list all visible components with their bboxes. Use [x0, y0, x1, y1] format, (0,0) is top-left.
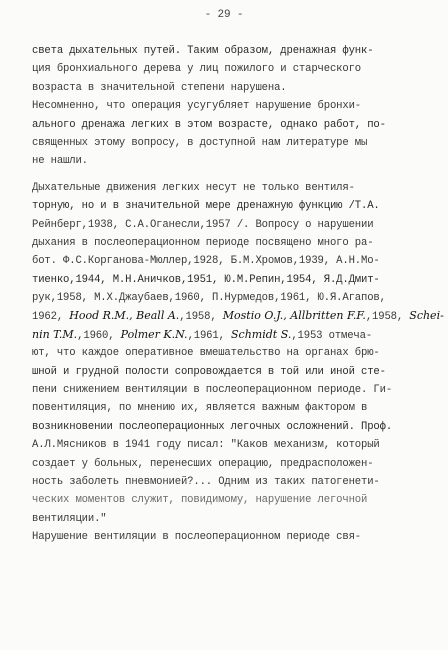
- paragraph-3-tail-line-3: пени снижением вентиляции в послеоперационном периоде. Ги-: [32, 384, 393, 397]
- paragraph-1-line-3: возраста в значительной степени нарушена.: [32, 81, 287, 94]
- handwritten-author-polmer: Polmer K.N.: [120, 327, 188, 341]
- paragraph-2-line-2: ального дренажа легких в этом возрасте, однако работ, по-: [32, 118, 386, 131]
- handwritten-line-2-suffix: ,1953 отмеча-: [291, 329, 373, 342]
- paragraph-3-line-3: Рейнберг,1938, С.А.Оганесли,1957 /. Вопросу о нарушении: [32, 218, 374, 231]
- paragraph-3-line-6: тиенко,1944, М.Н.Аничков,1951, Ю.М.Репин,1954, Я.Д.Дмит-: [32, 273, 380, 286]
- paragraph-3-tail-line-5: возникновении послеоперационных легочных осложнений. Проф.: [32, 420, 393, 433]
- paragraph-3-tail-line-4: повентиляция, по мнению их, является важным фактором в: [32, 402, 368, 415]
- handwritten-line-1-year-a: ,1958,: [179, 311, 223, 324]
- paragraph-3-line-1: Дыхательные движения легких несут не только вентиля-: [32, 181, 355, 194]
- document-body: [32, 42, 444, 547]
- handwritten-line-2-year-a: ,1960,: [77, 329, 121, 342]
- paragraph-1-line-2: ция бронхиального дерева у лиц пожилого и старческого: [32, 63, 361, 76]
- paragraph-2-line-4: не нашли.: [32, 155, 88, 168]
- handwritten-author-mostio-allbritten: Mostio O.J., Allbritten F.F.: [222, 309, 366, 323]
- handwritten-author-nin: nin T.M.: [32, 327, 78, 341]
- paragraph-3-tail-line-2: шной и грудной полости сопровождается в той или иной сте-: [32, 365, 386, 378]
- handwritten-author-schmidt: Schmidt S.: [231, 327, 292, 341]
- handwritten-author-hood-beall: Hood R.M., Beall A.: [69, 309, 180, 323]
- paragraph-3-tail-line-7: создает у больных, перенесших операцию, предрасположен-: [32, 457, 374, 470]
- paragraph-1-line-1: света дыхательных путей. Таким образом, дренажная функ-: [32, 45, 374, 57]
- handwritten-author-schei: Schei-: [409, 309, 444, 323]
- paragraph-3-line-5: бот. Ф.С.Корганова-Мюллер,1928, Б.М.Хромов,1939, А.Н.Мо-: [32, 255, 380, 268]
- paragraph-3-tail-line-10: вентиляции.": [32, 512, 107, 525]
- paragraph-3-tail-line-9: ческих моментов служит, повидимому, нарушение легочной: [32, 494, 368, 507]
- handwritten-line-1-prefix: 1962,: [32, 311, 70, 324]
- paragraph-3-handwritten-line-2: [32, 326, 424, 344]
- paragraph-2-line-3: священных этому вопросу, в доступной нам литературе мы: [32, 136, 368, 149]
- paragraph-3-tail-line-8: ность заболеть пневмонией?... Одним из таких патогенети-: [32, 475, 380, 488]
- paragraph-3-line-2: торную, но и в значительной мере дренажную функцию /Т.А.: [32, 200, 380, 213]
- paragraph-3-handwritten-line-1: [32, 307, 444, 325]
- paragraph-3-line-4: дыхания в послеоперационном периоде посвящено много ра-: [32, 236, 374, 249]
- paragraph-3-tail-line-6: А.Л.Мясников в 1941 году писал: "Каков механизм, который: [32, 439, 380, 452]
- paragraph-gap: [32, 171, 424, 179]
- paragraph-2-line-1: Несомненно, что операция усугубляет нарушение бронхи-: [32, 100, 361, 113]
- paragraph-3-tail-line-1: ют, что каждое оперативное вмешательство на органах брю-: [32, 347, 380, 360]
- paragraph-3-line-7: рук,1958, М.Х.Джаубаев,1960, П.Нурмедов,1961, Ю.Я.Агапов,: [32, 292, 386, 305]
- handwritten-line-2-year-b: ,1961,: [187, 329, 232, 342]
- page-number: - 29 -: [204, 9, 244, 21]
- handwritten-line-1-year-b: ,1958,: [365, 311, 410, 324]
- paragraph-4-line-1: Нарушение вентиляции в послеоперационном периоде свя-: [32, 531, 361, 544]
